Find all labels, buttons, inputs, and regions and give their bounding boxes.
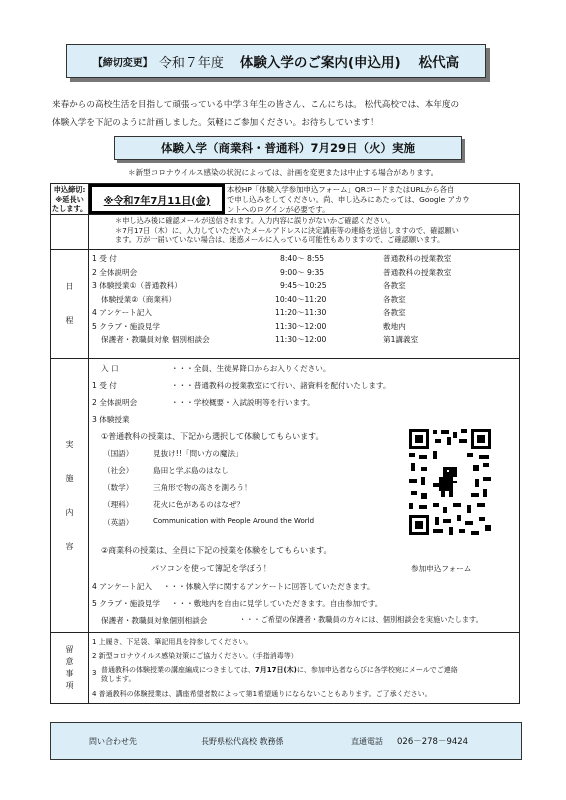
notes-label-3: 事 [65,669,74,678]
survey-label: 4 アンケート記入 [92,582,152,591]
info-table [50,183,520,704]
club-label: 5 クラブ・施設見学 [92,599,160,608]
survey-desc: ・・・体験入学に関するアンケートに回答していただきます。 [163,582,375,591]
content-label-4: 容 [65,541,74,551]
lesson1-intro: ①普通教科の授業は、下記から選択して体験してもらいます。 [101,432,324,441]
deadline-date: ※令和7年7月11日(金) [89,184,225,214]
consult-desc: ・・・ご希望の保護者・教職員の方々には、個別相談会を実施いたします。 [239,615,483,624]
content-label-3: 内 [65,507,74,517]
content-label-2: 施 [65,473,74,483]
application-instructions [227,185,470,215]
reception-label: 1 受 付 [92,381,117,390]
schedule-item: 3 体験授業①（普通教科） [92,281,182,290]
schedule-place: 各教室 [383,281,406,290]
schedule-item: 1 受 付 [92,254,117,263]
schedule-time: 9:00～ 9:35 [280,267,325,277]
intro-text [52,96,522,132]
schedule-time: 11:30～12:00 [275,321,327,331]
content-label-cell [51,359,89,633]
note-1: 1 上履き、下足袋、筆記用具を持参してください。 [92,638,253,646]
phone-number[interactable]: 026－278－9424 [397,737,469,747]
application-notes [89,215,520,250]
note-3-part-a: 普通教科の体験授業の講座編成につきましては、 [101,666,255,674]
schedule-time: 8:40～ 8:55 [280,254,325,263]
subject-name: （理科） [103,500,134,509]
briefing-desc: ・・・学校概要・入試説明等を行います。 [171,398,315,407]
lesson2-intro: ②商業科の授業は、全員に下記の授業を体験をしてもらいます。 [101,546,332,555]
schedule-place: 各教室 [383,308,406,317]
contact-school: 長野県松代高校 教務係 [201,736,284,746]
consult-label: 保護者・教職員対象個別相談会 [101,616,208,625]
schedule-row [89,279,519,293]
schedule-place: 第1講義室 [383,335,419,344]
subject-topic: 三角形で物の高さを測ろう！ [153,483,252,492]
subject-name: （国語） [103,449,134,458]
lesson2-topic: パソコンを使って簿記を学ぼう！ [151,564,271,573]
notes-label-cell [51,633,89,704]
subject-name: （社会） [103,466,134,475]
schedule-item: 2 全体説明会 [92,267,138,277]
club-desc: ・・・敷地内を自由に見学していただきます。自由参加です。 [171,599,383,608]
subject-topic: Communication with People Around the World [153,517,315,525]
schedule-place: 普通教科の授業教室 [383,267,452,277]
subject-name: （英語） [103,518,134,527]
fiscal-year: 令和７年度 [158,55,224,71]
subject-topic: 花火に色があるのはなぜ？ [153,500,245,509]
note-3-number: 3 [92,669,97,677]
application-label-cell [51,184,89,215]
schedule-label-1: 日 [65,282,74,291]
notes-label-2: 意 [65,657,74,666]
covid-note: ＊新型コロナウイルス感染の状況によっては、計画を変更または中止する場合があります。 [128,168,439,177]
schedule-label-cell [51,250,89,359]
instruction-line-2: で申し込みをしてください。尚、申し込みにあたっては、Google アカウ [227,195,470,204]
notes-cell [89,633,520,704]
schedule-row [89,293,519,307]
schedule-place: 各教室 [383,294,406,304]
event-title: 体験入学（商業科・普通科）7月29日（火）実施 [114,136,462,160]
contact-footer [50,722,522,760]
schedule-row [89,320,519,334]
schedule-row [89,266,519,280]
schedule-place: 敷地内 [383,321,406,331]
notes-label-1: 留 [65,645,74,654]
schedule-item: 体験授業②（商業科） [101,294,177,304]
reception-desc: ・・・普通教科の授業教室にて行い、諸資料を配付いたします。 [171,381,391,390]
note-line-2: ＊7月17日（木）に、入力していただいたメールアドレスに決定講座等の連絡を送信しますので、確認願い [115,225,459,235]
qr-code-icon[interactable] [407,427,493,537]
note-3 [101,665,458,675]
instruction-line-3: ントへのログインが必要です。 [227,205,330,214]
schedule-row [89,333,519,347]
subject-name: （数学） [103,483,134,492]
schedule-time: 10:40～11:20 [275,294,327,304]
schedule-time: 11:30～12:00 [275,335,327,344]
schedule-time: 9:45～10:25 [280,281,327,290]
title-banner [66,44,486,78]
schedule-item: 4 アンケート記入 [92,308,152,317]
deadline-label: 申込締切: [53,185,86,194]
application-notes-spacer [51,215,89,250]
schedule-row [89,306,519,320]
note-4: 4 普通教科の体験授業は、講座希望者数によって第1希望通りにならないこともあります。ご了承ください。 [92,690,432,698]
form-label: 参加申込フォーム [411,564,472,573]
entry-label: 入 口 [101,364,119,373]
schedule-place: 普通教科の授業教室 [383,254,452,263]
note-2: 2 新型コロナウイルス感染対策にご協力ください。（手指消毒等） [92,652,298,660]
schedule-row [89,252,519,266]
schedule-cell [89,250,520,359]
deadline-change-badge: 【締切変更】 [92,57,153,69]
content-cell [89,359,520,633]
subject-topic: 島田と学ぶ島のはなし [153,466,229,475]
school-name: 松代高 [418,55,460,71]
schedule-label-2: 程 [65,316,74,325]
schedule-item: 保護者・教職員対象 個別相談会 [101,335,210,344]
contact-label: 問い合わせ先 [89,736,137,746]
briefing-label: 2 全体説明会 [92,398,138,407]
content-label-1: 実 [65,439,74,449]
phone-label: 直通電話 [351,736,383,746]
extension-label-2: たします。 [51,204,88,213]
application-cell [89,184,520,215]
note-line-1: ＊申し込み後に確認メールが送信されます。入力内容に誤りがないかご確認ください。 [115,216,395,225]
extension-label-1: ※延長い [55,194,84,204]
intro-line-2: 体験入学を下記のように計画しました。気軽にご参加ください。お待ちしています！ [52,118,379,128]
schedule-item: 5 クラブ・施設見学 [92,321,160,331]
intro-line-1: 来春からの高校生活を目指して頑張っている中学３年生の皆さん、こんにちは。 松代高校では、本年度の [52,100,460,110]
schedule-time: 11:20～11:30 [275,308,327,317]
instruction-line-1: 本校HP「体験入学参加申込フォーム」QRコードまたはURLから各自 [227,185,455,194]
note-line-3: ます。万が一届いていない場合は、迷惑メールに入っている可能性もありますので、ご確認願います。 [115,235,445,245]
entry-desc: ・・・全員、生徒昇降口からお入りください。 [171,364,331,373]
lesson-label: 3 体験授業 [92,415,130,424]
note-3-part-b: に、参加申込者ならびに各学校宛にメールでご連絡 [296,666,458,674]
note-3-date: 7月17日(木) [254,666,297,674]
note-3-cont: 致します。 [101,675,136,683]
subject-topic: 見抜け!!「問い方の魔法」 [153,449,243,458]
page-title: 体験入学のご案内(申込用) [239,55,401,71]
notes-label-4: 項 [65,681,74,690]
